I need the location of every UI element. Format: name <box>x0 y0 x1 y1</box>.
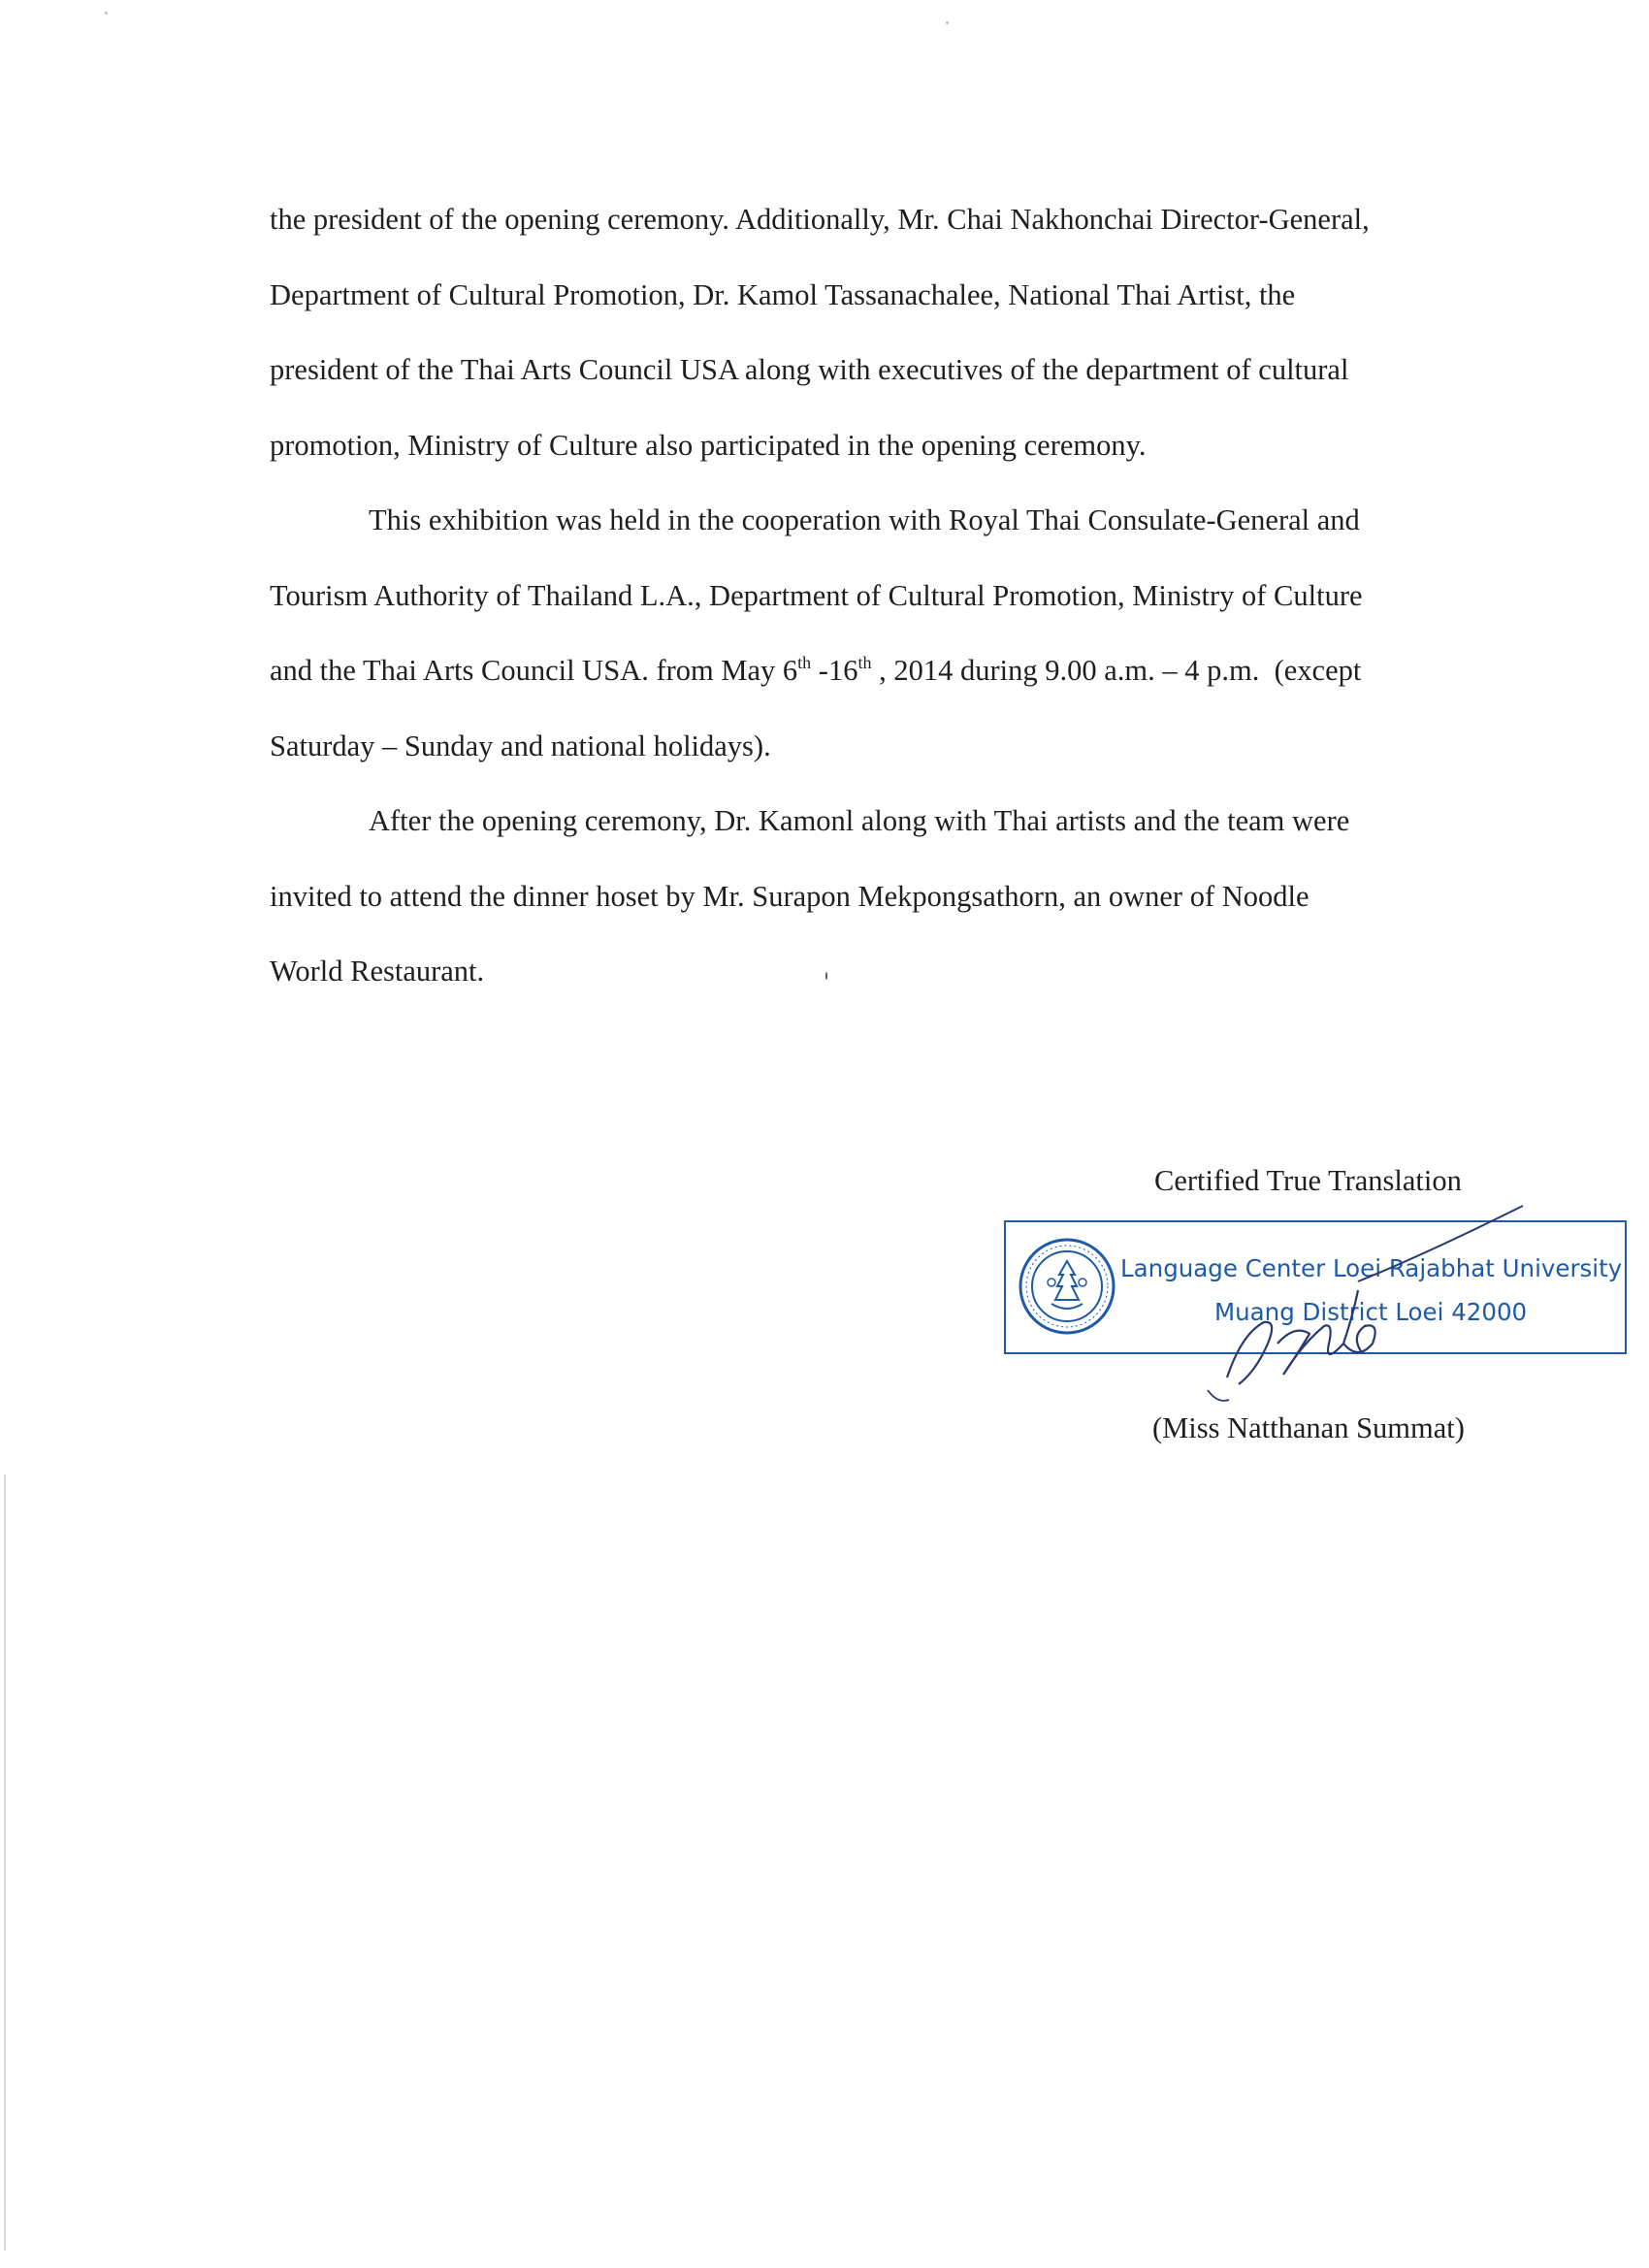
scan-speck <box>105 12 108 15</box>
scan-edge-mark <box>4 1474 6 2251</box>
paragraph-3 <box>270 784 1502 1010</box>
stamp-address: Muang District Loei 42000 <box>1214 1298 1528 1326</box>
text-line: the president of the opening ceremony. Additionally, Mr. Chai Nakhonchai Director-General, <box>270 203 1370 236</box>
university-seal-icon <box>1017 1236 1117 1337</box>
text-line: Saturday – Sunday and national holidays). <box>270 729 771 762</box>
ordinal-suffix: th <box>857 653 872 672</box>
text-line: Tourism Authority of Thailand L.A., Department of Cultural Promotion, Ministry of Culture <box>270 578 1363 612</box>
text-line: After the opening ceremony, Dr. Kamonl along with Thai artists and the team were <box>369 804 1350 837</box>
text-line: World Restaurant. <box>270 955 485 988</box>
text-segment: -16 <box>811 654 858 687</box>
scan-speck <box>946 21 949 24</box>
paragraph-1 <box>270 182 1502 483</box>
ordinal-suffix: th <box>797 653 812 672</box>
stamp-organization: Language Center Loei Rajabhat University <box>1120 1254 1623 1282</box>
text-segment: and the Thai Arts Council USA. from May 6 <box>270 654 798 687</box>
text-segment: , 2014 during 9.00 a.m. – 4 p.m. (except <box>871 654 1362 687</box>
document-body <box>270 182 1502 1010</box>
signer-name: (Miss Natthanan Summat) <box>1152 1411 1465 1444</box>
handwritten-signature <box>1188 1198 1567 1411</box>
text-line: promotion, Ministry of Culture also participated in the opening ceremony. <box>270 428 1147 462</box>
paragraph-2 <box>270 483 1502 784</box>
text-line: invited to attend the dinner hoset by Mr. Surapon Mekpongsathorn, an owner of Noodle <box>270 879 1310 913</box>
text-line-with-dates <box>270 633 1502 709</box>
text-line: This exhibition was held in the cooperation with Royal Thai Consulate-General and <box>369 503 1360 536</box>
text-line: Department of Cultural Promotion, Dr. Kamol Tassanachalee, National Thai Artist, the <box>270 277 1296 311</box>
text-line: president of the Thai Arts Council USA along with executives of the department of cultural <box>270 353 1349 386</box>
certified-heading: Certified True Translation <box>1154 1164 1462 1197</box>
